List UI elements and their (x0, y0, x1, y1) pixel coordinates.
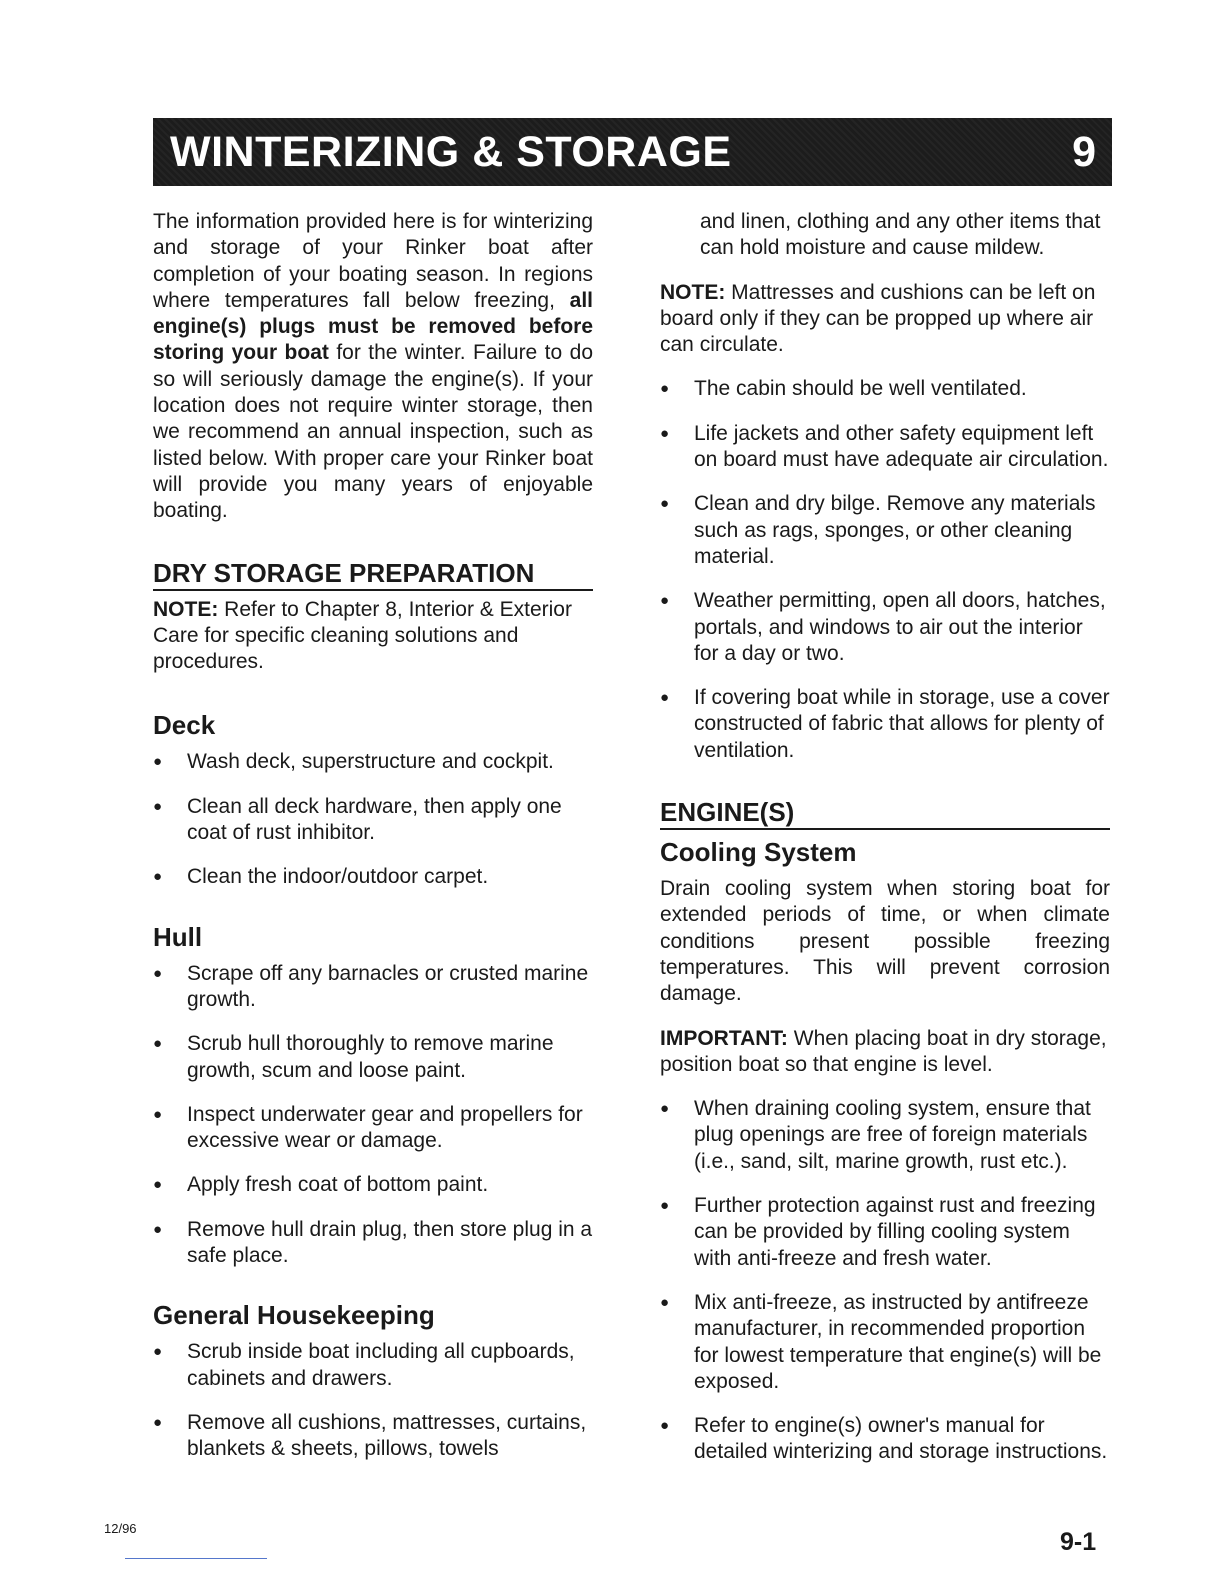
list-item-text: Wash deck, superstructure and cockpit. (187, 750, 554, 774)
dry-storage-heading: DRY STORAGE PREPARATION (153, 557, 593, 591)
list-item (153, 794, 593, 847)
list-item (153, 961, 593, 1014)
bullet-icon: ● (660, 495, 670, 513)
list-item (153, 1339, 593, 1392)
bullet-icon: ● (660, 689, 670, 707)
important-text: When placing boat in dry storage, position boat so that engine is level. (660, 1026, 1107, 1076)
important-label: IMPORTANT: (660, 1026, 788, 1050)
list-item (153, 864, 593, 890)
chapter-title: WINTERIZING & STORAGE (170, 128, 732, 176)
list-item-text: Scrub inside boat including all cupboards, cabinets and drawers. (187, 1340, 575, 1390)
deck-heading: Deck (153, 710, 216, 741)
left-column (153, 209, 593, 1481)
list-item-text: If covering boat while in storage, use a cover constructed of fabric that allows for plenty of ventilation. (694, 686, 1110, 762)
bullet-icon: ● (660, 1417, 670, 1435)
list-item-text: Clean all deck hardware, then apply one coat of rust inhibitor. (187, 794, 562, 845)
list-item (153, 1217, 593, 1270)
bullet-icon: ● (660, 424, 670, 442)
list-item-text: Scrape off any barnacles or crusted marine growth. (187, 961, 589, 1011)
cooling-list (660, 1096, 1110, 1466)
note-text: Mattresses and cushions can be left on board only if they can be propped up where air can circulate. (660, 280, 1096, 357)
bullet-icon: ● (153, 868, 163, 886)
list-item (153, 749, 593, 775)
footer-date: 12/96 (104, 1521, 137, 1536)
list-item (660, 685, 1110, 764)
list-item-text: Life jackets and other safety equipment left on board must have adequate air circulation. (694, 421, 1109, 472)
bullet-icon: ● (660, 380, 670, 398)
list-item-text: Scrub hull thoroughly to remove marine growth, scum and loose paint. (187, 1032, 554, 1082)
bullet-icon: ● (153, 1105, 163, 1123)
list-item-text: Weather permitting, open all doors, hatches, portals, and windows to air out the interior for a day or two. (694, 589, 1106, 665)
list-item (660, 1413, 1110, 1466)
list-item (660, 1096, 1110, 1175)
list-item-text: Clean and dry bilge. Remove any materials such as rags, sponges, or other cleaning material. (694, 492, 1096, 568)
bullet-icon: ● (153, 1176, 163, 1194)
bullet-icon: ● (153, 1343, 163, 1361)
ventilation-list (660, 376, 1110, 764)
cooling-system-heading: Cooling System (660, 837, 857, 868)
list-item (660, 491, 1110, 570)
continued-text: and linen, clothing and any other items that can hold moisture and cause mildew. (700, 210, 1101, 260)
note-text: Refer to Chapter 8, Interior & Exterior Care for specific cleaning solutions and procedures. (153, 597, 572, 674)
list-item-text: Mix anti-freeze, as instructed by antifreeze manufacturer, in recommended proportion for lowest temperature that engine(s) will be exposed. (694, 1290, 1102, 1393)
footer-divider (125, 1558, 267, 1559)
bullet-icon: ● (153, 1220, 163, 1238)
list-item (660, 1193, 1110, 1272)
list-item-text: The cabin should be well ventilated. (694, 377, 1027, 401)
chapter-number: 9 (1072, 128, 1096, 176)
housekeeping-list (153, 1339, 593, 1462)
dry-storage-note (153, 597, 593, 676)
hull-list (153, 961, 593, 1270)
housekeeping-heading: General Housekeeping (153, 1300, 435, 1331)
bullet-icon: ● (660, 1293, 670, 1311)
bullet-icon: ● (153, 964, 163, 982)
list-item (153, 1031, 593, 1084)
deck-list (153, 749, 593, 890)
list-item (660, 421, 1110, 474)
note-label: NOTE: (153, 597, 219, 621)
note-label: NOTE: (660, 280, 726, 304)
list-item-text: When draining cooling system, ensure that plug openings are free of foreign materials (i.e., sand, silt, marine growth, rust etc.). (694, 1097, 1091, 1173)
cooling-paragraph: Drain cooling system when storing boat for extended periods of time, or when climate conditions present possible freezing temperatures. This will prevent corrosion damage. (660, 877, 1110, 1006)
bullet-icon: ● (153, 753, 163, 771)
list-item-text: Apply fresh coat of bottom paint. (187, 1173, 489, 1197)
list-item-text: Remove hull drain plug, then store plug in a safe place. (187, 1217, 593, 1268)
list-item (660, 1290, 1110, 1395)
engines-heading: ENGINE(S) (660, 796, 1110, 830)
intro-warning-bold: all engine(s) plugs must be removed before storing your boat (153, 288, 593, 365)
list-item (660, 376, 1110, 402)
cushions-note (660, 280, 1110, 359)
list-item (153, 1102, 593, 1155)
bullet-icon: ● (660, 1100, 670, 1118)
intro-text-1: The information provided here is for winterizing and storage of your Rinker boat after completion of your boating season. In regions where temperatures fall below freezing, (153, 210, 593, 312)
hull-heading: Hull (153, 921, 203, 952)
bullet-icon: ● (153, 797, 163, 815)
right-column (660, 209, 1110, 1484)
bullet-icon: ● (153, 1413, 163, 1431)
bullet-icon: ● (153, 1035, 163, 1053)
page-number: 9-1 (1060, 1528, 1097, 1556)
intro-paragraph (153, 209, 593, 525)
important-note (660, 1026, 1110, 1079)
list-item (660, 588, 1110, 667)
list-item-text: Inspect underwater gear and propellers for excessive wear or damage. (187, 1102, 583, 1153)
intro-text-2: for the winter. Failure to do so will seriously damage the engine(s). If your location does not require winter storage, then we recommend an annual inspection, such as listed below. With proper care your Rinker boat will provide you many years of enjoyable boating. (153, 341, 593, 523)
list-item (153, 1410, 593, 1463)
bullet-icon: ● (660, 592, 670, 610)
list-item-text: Remove all cushions, mattresses, curtains, blankets & sheets, pillows, towels (187, 1410, 587, 1461)
list-item-text: Clean the indoor/outdoor carpet. (187, 865, 489, 889)
list-item-text: Further protection against rust and freezing can be provided by filling cooling system with anti-freeze and fresh water. (694, 1194, 1096, 1270)
chapter-banner (153, 118, 1112, 186)
list-item (153, 1172, 593, 1198)
bullet-icon: ● (660, 1197, 670, 1215)
list-item-text: Refer to engine(s) owner's manual for detailed winterizing and storage instructions. (694, 1414, 1108, 1464)
